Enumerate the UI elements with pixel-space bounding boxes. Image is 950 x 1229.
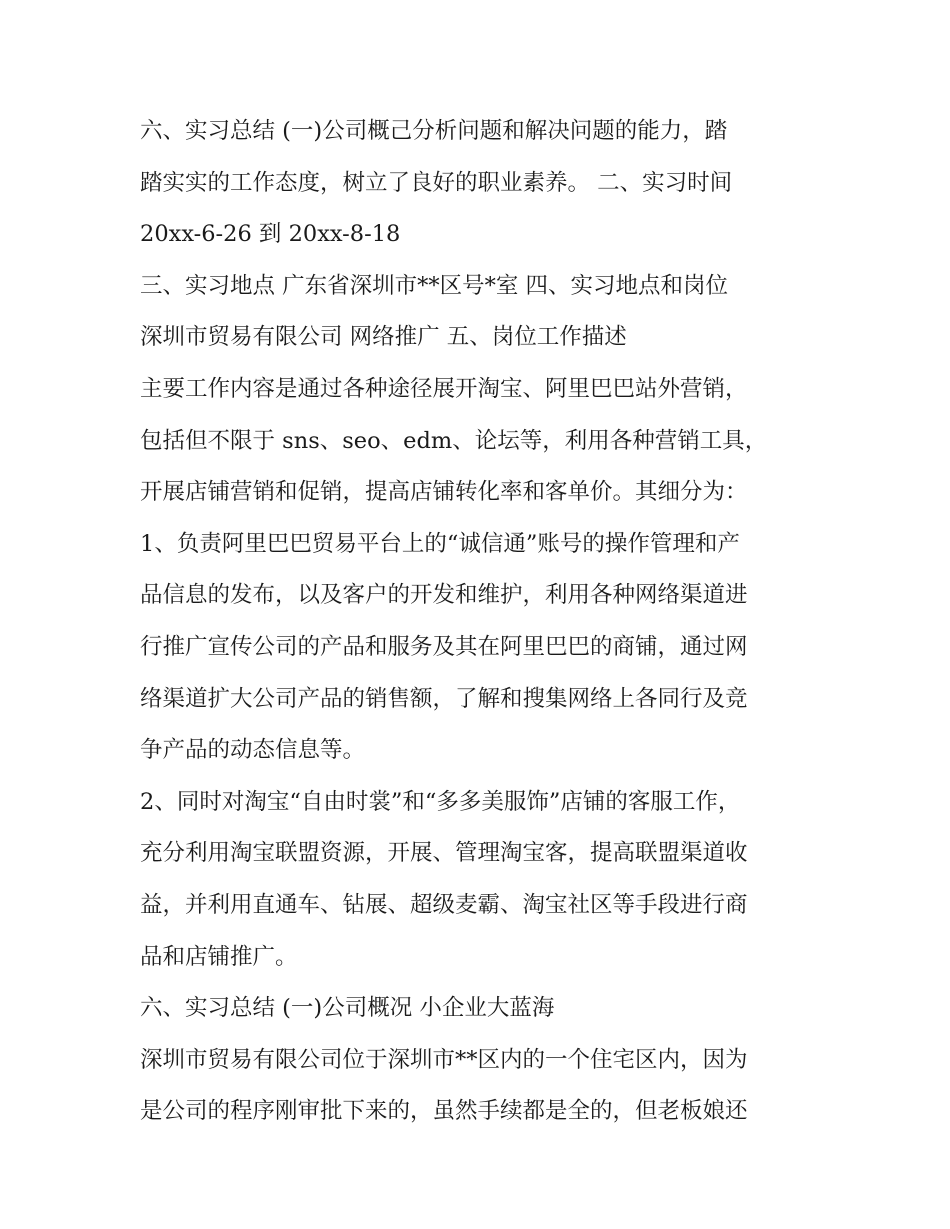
text-line: 品信息的发布，以及客户的开发和维护，利用各种网络渠道进 xyxy=(140,582,748,609)
text-line: 六、实习总结 (一)公司概己分析问题和解决问题的能力，踏 xyxy=(140,118,728,144)
text-line: 品和店铺推广。 xyxy=(140,943,298,970)
document-body xyxy=(140,106,830,1138)
text-line: 开展店铺营销和促销，提高店铺转化率和客单价。其细分为： xyxy=(140,479,748,506)
text-line: 踏实实的工作态度，树立了良好的职业素养。 二、实习时间 xyxy=(140,169,733,196)
text-line: 三、实习地点 广东省深圳市**区号*室 四、实习地点和岗位 xyxy=(140,272,729,299)
text-line: 20xx-6-26 到 20xx-8-18 xyxy=(140,221,401,248)
text-line: 六、实习总结 (一)公司概况 小企业大蓝海 xyxy=(140,995,555,1022)
text-line: 2、同时对淘宝“自由时裳”和“多多美服饰”店铺的客服工作， xyxy=(140,788,741,815)
text-line: 行推广宣传公司的产品和服务及其在阿里巴巴的商铺，通过网 xyxy=(140,633,748,660)
text-line: 益，并利用直通车、钻展、超级麦霸、淘宝社区等手段进行商 xyxy=(140,891,748,918)
text-line: 包括但不限于 sns、seo、edm、论坛等，利用各种营销工具， xyxy=(140,427,768,454)
text-line: 争产品的动态信息等。 xyxy=(140,737,366,764)
text-line: 充分利用淘宝联盟资源，开展、管理淘宝客，提高联盟渠道收 xyxy=(140,840,748,867)
text-line: 深圳市贸易有限公司 网络推广 五、岗位工作描述 xyxy=(140,324,627,351)
text-line: 深圳市贸易有限公司位于深圳市**区内的一个住宅区内，因为 xyxy=(140,1046,748,1073)
text-line: 是公司的程序刚审批下来的，虽然手续都是全的，但老板娘还 xyxy=(140,1098,748,1125)
text-line: 络渠道扩大公司产品的销售额，了解和搜集网络上各同行及竞 xyxy=(140,685,748,712)
text-line: 主要工作内容是通过各种途径展开淘宝、阿里巴巴站外营销， xyxy=(140,375,748,402)
text-line: 1、负责阿里巴巴贸易平台上的“诚信通”账号的操作管理和产 xyxy=(140,530,740,557)
